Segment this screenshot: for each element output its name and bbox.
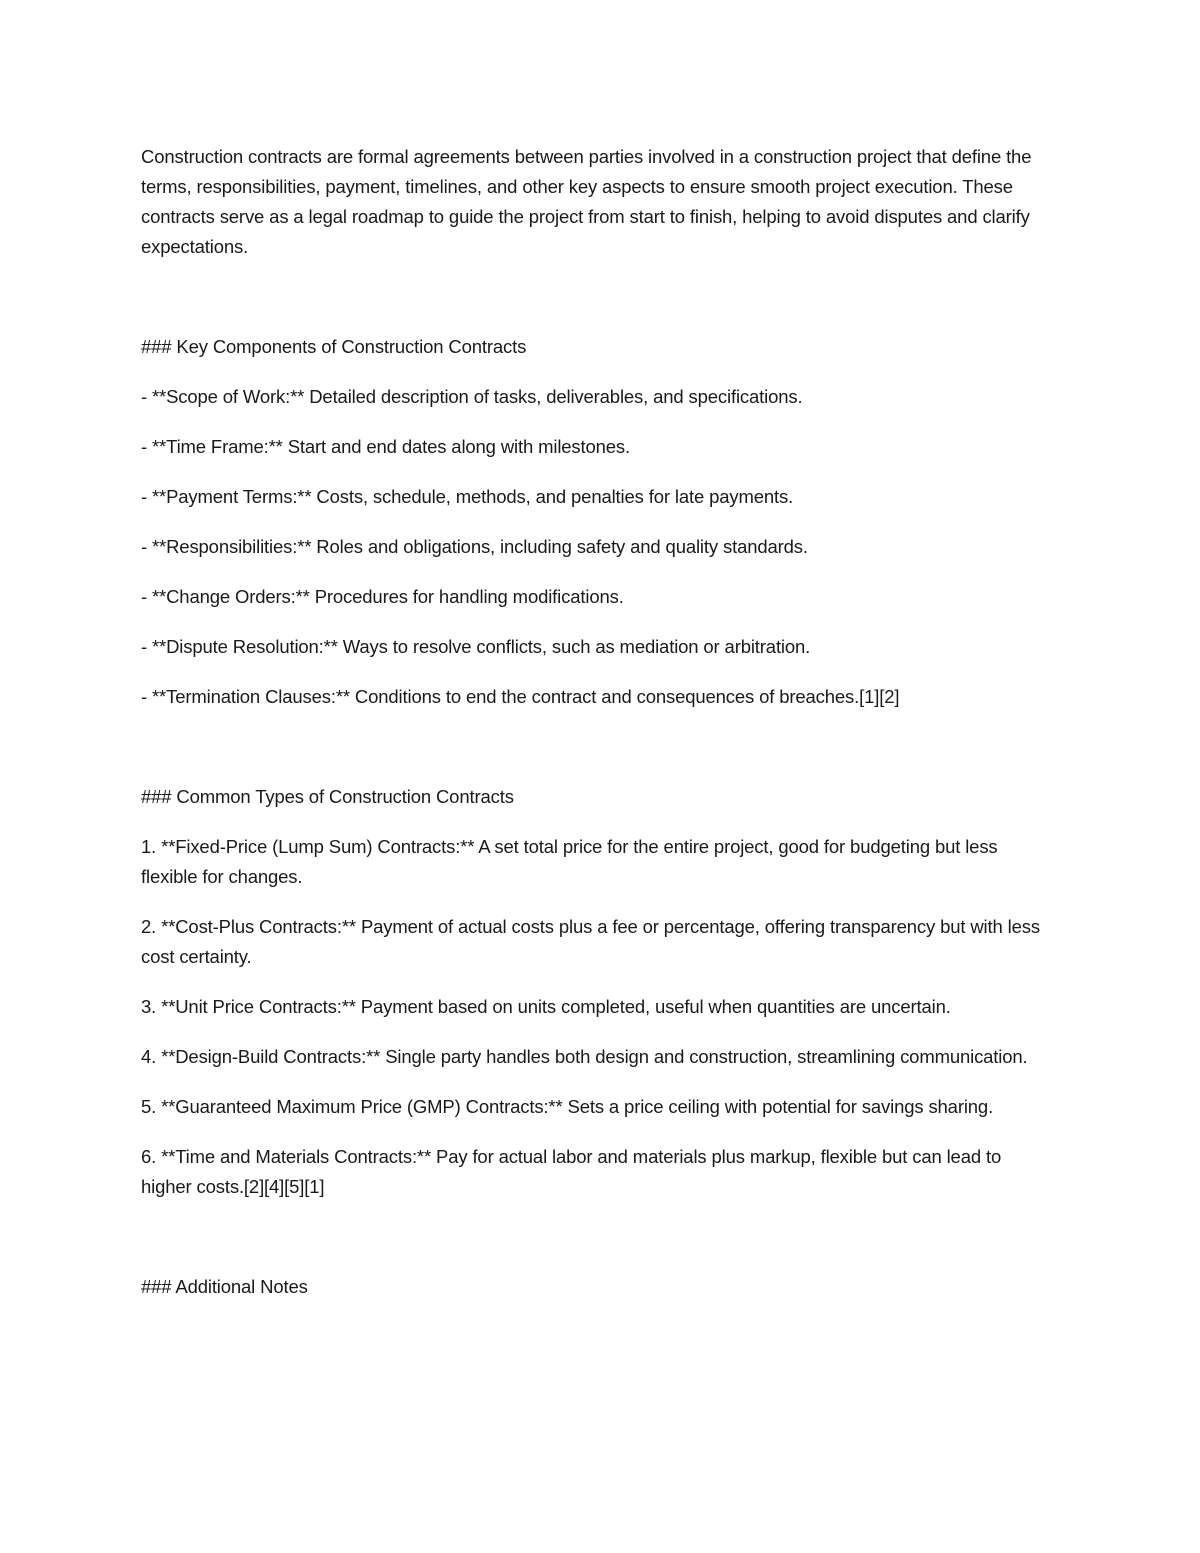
section-heading: ### Additional Notes <box>141 1276 308 1297</box>
list-item: 5. **Guaranteed Maximum Price (GMP) Contracts:** Sets a price ceiling with potential for savings sharing. <box>141 1096 994 1117</box>
list-item: - **Payment Terms:** Costs, schedule, methods, and penalties for late payments. <box>141 486 794 507</box>
section-contract-types <box>141 782 1056 1202</box>
list-item: - **Termination Clauses:** Conditions to end the contract and consequences of breaches.[1][2] <box>141 686 900 707</box>
list-item: - **Responsibilities:** Roles and obligations, including safety and quality standards. <box>141 536 808 557</box>
intro-paragraph: Construction contracts are formal agreements between parties involved in a construction project that define the terms, responsibilities, payment, timelines, and other key aspects to ensure smooth project execution. These contracts serve as a legal roadmap to guide the project from start to finish, helping to avoid disputes and clarify expectations. <box>141 146 1032 257</box>
list-item: - **Change Orders:** Procedures for handling modifications. <box>141 586 624 607</box>
spacer <box>141 1202 1056 1272</box>
spacer <box>141 262 1056 332</box>
document-body <box>141 142 1056 1322</box>
components-list <box>141 382 1056 712</box>
section-heading: ### Key Components of Construction Contracts <box>141 336 527 357</box>
contract-types-list <box>141 832 1056 1202</box>
section-key-components <box>141 332 1056 712</box>
list-item: 4. **Design-Build Contracts:** Single party handles both design and construction, streamlining communication. <box>141 1046 1028 1067</box>
list-item: - **Dispute Resolution:** Ways to resolve conflicts, such as mediation or arbitration. <box>141 636 811 657</box>
list-item: - **Time Frame:** Start and end dates along with milestones. <box>141 436 631 457</box>
list-item: - **Scope of Work:** Detailed description of tasks, deliverables, and specifications. <box>141 386 803 407</box>
section-heading: ### Common Types of Construction Contracts <box>141 786 514 807</box>
list-item: 1. **Fixed-Price (Lump Sum) Contracts:** A set total price for the entire project, good for budgeting but less flexible for changes. <box>141 836 998 887</box>
list-item: 2. **Cost-Plus Contracts:** Payment of actual costs plus a fee or percentage, offering transparency but with less cost certainty. <box>141 916 1040 967</box>
list-item: 3. **Unit Price Contracts:** Payment based on units completed, useful when quantities are uncertain. <box>141 996 951 1017</box>
list-item: 6. **Time and Materials Contracts:** Pay for actual labor and materials plus markup, flexible but can lead to higher costs.[2][4][5][1] <box>141 1146 1002 1197</box>
section-additional-notes <box>141 1272 1056 1302</box>
spacer <box>141 712 1056 782</box>
